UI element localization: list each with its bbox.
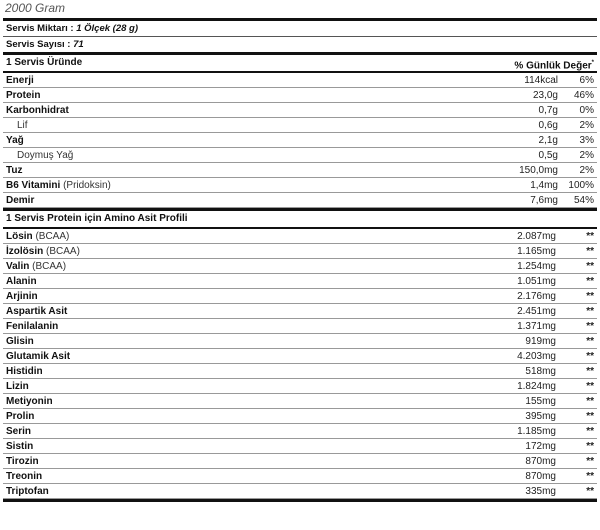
nutrition-header [3, 55, 597, 71]
serving-size-value: 1 Ölçek (28 g) [76, 23, 139, 34]
row-daily-value: 3% [579, 135, 594, 146]
serving-count-value: 71 [73, 39, 84, 50]
row-amount: 0,6g [538, 120, 558, 131]
row-note: (BCAA) [32, 261, 67, 272]
row-daily-value: ** [586, 336, 594, 347]
row-daily-value: ** [586, 426, 594, 437]
row-amount: 1.051mg [517, 276, 556, 287]
row-daily-value: ** [586, 441, 594, 452]
amino-acid-table [3, 229, 597, 499]
row-amount: 150,0mg [519, 165, 558, 176]
row-daily-value: ** [586, 381, 594, 392]
row-amount: 1.165mg [517, 246, 556, 257]
row-daily-value: ** [586, 411, 594, 422]
row-amount: 4.203mg [517, 351, 556, 362]
row-name: Lizin [6, 381, 29, 392]
serving-size-label: Servis Miktarı : [6, 23, 74, 34]
row-name: Yağ [6, 135, 24, 146]
row-name: Histidin [6, 366, 43, 377]
nutrition-row [3, 163, 597, 178]
amino-acid-row [3, 289, 597, 304]
amino-acid-row [3, 349, 597, 364]
row-amount: 395mg [525, 411, 556, 422]
nutrition-row [3, 103, 597, 118]
row-name: Doymuş Yağ [17, 150, 74, 161]
row-name: Arjinin [6, 291, 38, 302]
row-daily-value: 2% [579, 165, 594, 176]
amino-acid-row [3, 319, 597, 334]
row-amount: 1,4mg [530, 180, 558, 191]
row-name: Enerji [6, 75, 34, 86]
amino-acid-row [3, 244, 597, 259]
row-name: Glutamik Asit [6, 351, 71, 362]
serving-size-row [3, 21, 597, 36]
nutrition-row [3, 73, 597, 88]
row-name: Metiyonin [6, 396, 53, 407]
row-daily-value: ** [586, 246, 594, 257]
row-daily-value: ** [586, 366, 594, 377]
row-amount: 23,0g [532, 90, 558, 101]
row-daily-value: ** [586, 306, 594, 317]
row-amount: 2.087mg [517, 231, 556, 242]
row-amount: 114kcal [524, 75, 558, 86]
row-daily-value: ** [586, 486, 594, 497]
row-name: Karbonhidrat [6, 105, 69, 116]
row-name: Sistin [6, 441, 34, 452]
row-name: Lösin (BCAA) [6, 231, 70, 242]
row-daily-value: ** [586, 396, 594, 407]
row-daily-value: 2% [579, 120, 594, 131]
nutrition-table [3, 73, 597, 208]
row-daily-value: 6% [579, 75, 594, 86]
amino-acid-row [3, 409, 597, 424]
nutrition-row [3, 178, 597, 193]
row-note: (BCAA) [35, 231, 70, 242]
bottom-divider [3, 499, 597, 502]
row-amount: 0,7g [538, 105, 558, 116]
row-name: Treonin [6, 471, 43, 482]
amino-acid-row [3, 439, 597, 454]
amino-acid-row [3, 229, 597, 244]
nutrition-heading: 1 Servis Üründe [6, 57, 83, 68]
row-amount: 870mg [525, 456, 556, 467]
row-name: Tirozin [6, 456, 39, 467]
amino-acid-row [3, 304, 597, 319]
nutrition-facts-panel [3, 0, 597, 502]
row-note: (Pridoksin) [63, 180, 111, 191]
amino-acid-row [3, 484, 597, 499]
amino-acid-row [3, 454, 597, 469]
row-name: Valin (BCAA) [6, 261, 67, 272]
row-name: Glisin [6, 336, 34, 347]
row-daily-value: 100% [568, 180, 594, 191]
amino-acid-row [3, 259, 597, 274]
row-amount: 172mg [525, 441, 556, 452]
amino-acid-row [3, 469, 597, 484]
row-daily-value: ** [586, 456, 594, 467]
row-daily-value: 0% [579, 105, 594, 116]
row-amount: 1.185mg [517, 426, 556, 437]
row-amount: 0,5g [538, 150, 558, 161]
row-daily-value: ** [586, 321, 594, 332]
row-daily-value: ** [586, 261, 594, 272]
amino-acid-row [3, 364, 597, 379]
amino-acid-row [3, 334, 597, 349]
row-amount: 919mg [525, 336, 556, 347]
row-amount: 2.176mg [517, 291, 556, 302]
row-daily-value: 2% [579, 150, 594, 161]
row-amount: 335mg [525, 486, 556, 497]
row-daily-value: ** [586, 471, 594, 482]
row-name: B6 Vitamini (Pridoksin) [6, 180, 111, 191]
nutrition-row [3, 88, 597, 103]
row-amount: 870mg [525, 471, 556, 482]
amino-header [3, 211, 597, 227]
row-daily-value: ** [586, 291, 594, 302]
daily-value-footnote-mark: * [591, 60, 594, 66]
row-name: Serin [6, 426, 32, 437]
row-name: Aspartik Asit [6, 306, 68, 317]
row-name: Fenilalanin [6, 321, 59, 332]
amino-acid-row [3, 424, 597, 439]
serving-count-row [3, 37, 597, 52]
amino-acid-row [3, 379, 597, 394]
row-amount: 1.824mg [517, 381, 556, 392]
package-size-title: 2000 Gram [5, 1, 66, 15]
row-name: Prolin [6, 411, 35, 422]
nutrition-row [3, 193, 597, 208]
row-amount: 1.254mg [517, 261, 556, 272]
row-name: Tuz [6, 165, 23, 176]
row-amount: 518mg [525, 366, 556, 377]
row-name: Triptofan [6, 486, 49, 497]
nutrition-row [3, 133, 597, 148]
row-note: (BCAA) [46, 246, 80, 257]
row-amount: 155mg [525, 396, 556, 407]
row-amount: 2,1g [538, 135, 558, 146]
row-name: Alanin [6, 276, 37, 287]
nutrition-row [3, 118, 597, 133]
row-name: Protein [6, 90, 41, 101]
nutrition-row [3, 148, 597, 163]
amino-acid-row [3, 394, 597, 409]
amino-acid-row [3, 274, 597, 289]
row-name: Lif [17, 120, 28, 131]
daily-value-heading: % Günlük Değer* [514, 60, 594, 72]
amino-heading: 1 Servis Protein için Amino Asit Profili [6, 213, 188, 224]
row-daily-value: 46% [573, 90, 594, 101]
row-name: İzolösin (BCAA) [6, 246, 80, 257]
row-daily-value: ** [586, 276, 594, 287]
row-amount: 2.451mg [517, 306, 556, 317]
row-amount: 7,6mg [530, 195, 558, 206]
serving-count-label: Servis Sayısı : [6, 39, 71, 50]
row-daily-value: ** [586, 351, 594, 362]
row-name: Demir [6, 195, 35, 206]
row-daily-value: ** [586, 231, 594, 242]
row-daily-value: 54% [573, 195, 594, 206]
row-amount: 1.371mg [517, 321, 556, 332]
